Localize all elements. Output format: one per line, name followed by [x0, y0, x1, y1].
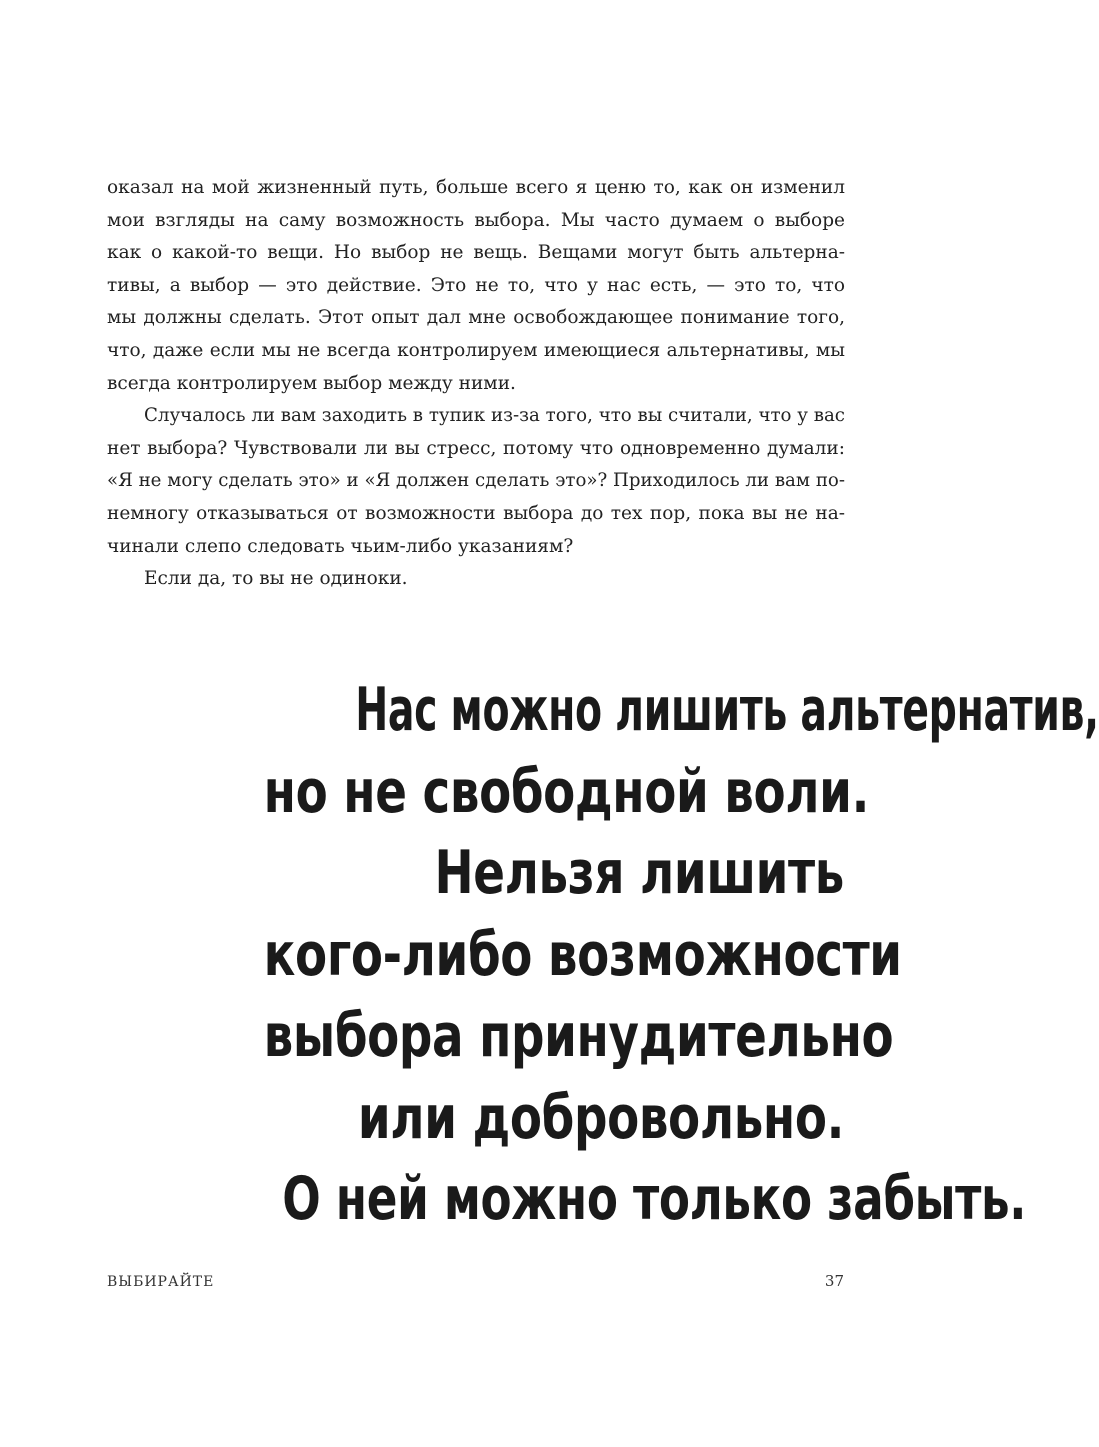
body-text	[107, 172, 845, 596]
pull-quote-line: Нельзя лишить	[434, 838, 844, 908]
text-line: что, даже если мы не всегда контролируем имеющиеся альтернативы, мы	[107, 339, 845, 361]
page-number: 37	[824, 1272, 844, 1290]
text-line: Если да, то вы не одиноки.	[144, 568, 408, 590]
text-line: мои взгляды на саму возможность выбора. Мы часто думаем о выборе	[107, 209, 845, 231]
paragraph-2	[107, 400, 845, 563]
text-line: чинали слепо следовать чьим-либо указаниям?	[107, 535, 574, 557]
pull-quote-line: Нас можно лишить альтернатив,	[355, 675, 1099, 745]
pull-quote-line: или добровольно.	[357, 1082, 844, 1153]
text-line: мы должны сделать. Этот опыт дал мне освобождающее понимание того,	[107, 307, 845, 329]
text-line: оказал на мой жизненный путь, больше всего я ценю то, как он изменил	[107, 177, 845, 198]
text-line: тивы, а выбор — это действие. Это не то, что у нас есть, — это то, что	[107, 274, 845, 296]
text-line: как о какой-то вещи. Но выбор не вещь. Вещами могут быть альтерна-	[107, 242, 845, 264]
pull-quote-line: выбора принудительно	[263, 1001, 894, 1071]
text-line: всегда контролируем выбор между ними.	[107, 372, 516, 394]
paragraph-3	[107, 563, 845, 596]
text-line: Случалось ли вам заходить в тупик из-за того, что вы считали, что у вас	[144, 405, 845, 427]
text-line: немногу отказываться от возможности выбора до тех пор, пока вы не на-	[107, 502, 845, 524]
pull-quote-line: О ней можно только забыть.	[282, 1164, 1027, 1234]
pull-quote	[100, 670, 1099, 1241]
paragraph-1	[107, 172, 845, 400]
running-head: ВЫБИРАЙТЕ	[107, 1274, 215, 1290]
text-line: «Я не могу сделать это» и «Я должен сделать это»? Приходилось ли вам по-	[107, 470, 845, 492]
text-line: нет выбора? Чувствовали ли вы стресс, потому что одновременно думали:	[107, 437, 845, 459]
pull-quote-line: но не свободной воли.	[263, 756, 869, 827]
pull-quote-line: кого-либо возможности	[263, 919, 902, 990]
